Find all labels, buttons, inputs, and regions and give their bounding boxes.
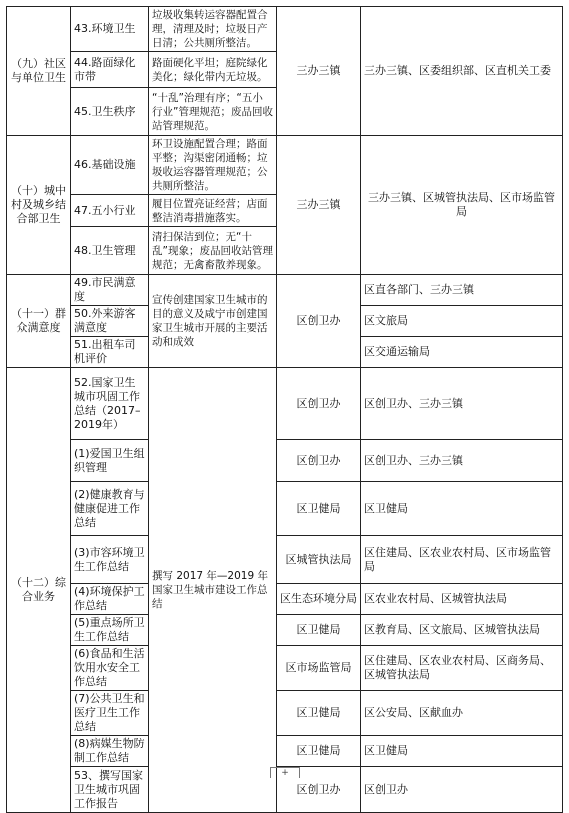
standard-cell: 垃圾收集转运容器配置合理，清理及时；垃圾日产日清；公共厕所整洁。 (149, 7, 277, 52)
table-row (7, 584, 563, 615)
responsible-cell: 区直各部门、三办三镇 (361, 275, 563, 306)
item-cell: 48.卫生管理 (71, 227, 149, 275)
standard-cell: 环卫设施配置合理；路面平整；沟渠密闭通畅；垃圾收运容器管理规范；公共厕所整洁。 (149, 136, 277, 195)
responsible-cell: 区交通运输局 (361, 337, 563, 368)
standard-cell: 宣传创建国家卫生城市的目的意义及咸宁市创建国家卫生城市开展的主要活动和成效 (149, 275, 277, 368)
lead-unit-cell: 区城管执法局 (277, 536, 361, 584)
item-cell: (5)重点场所卫生工作总结 (71, 615, 149, 646)
table-row (7, 440, 563, 482)
item-cell: 45.卫生秩序 (71, 88, 149, 136)
responsible-cell: 区教育局、区文旅局、区城管执法局 (361, 615, 563, 646)
item-cell: 51.出租车司机评价 (71, 337, 149, 368)
responsible-cell: 区公安局、区献血办 (361, 691, 563, 736)
item-cell: (8)病媒生物防制工作总结 (71, 736, 149, 767)
table-row (7, 482, 563, 536)
table-row (7, 615, 563, 646)
item-cell: 52.国家卫生城市巩固工作总结（2017–2019年） (71, 368, 149, 440)
standard-cell: 路面硬化平坦；庭院绿化美化；绿化带内无垃圾。 (149, 52, 277, 88)
lead-unit-cell: 三办三镇 (277, 7, 361, 136)
item-cell: (4)环境保护工作总结 (71, 584, 149, 615)
responsible-cell: 区住建局、区农业农村局、区市场监管局 (361, 536, 563, 584)
responsibility-table (6, 6, 563, 813)
lead-unit-cell: 区卫健局 (277, 482, 361, 536)
responsible-cell: 区创卫办、三办三镇 (361, 440, 563, 482)
item-cell: (1)爱国卫生组织管理 (71, 440, 149, 482)
responsible-cell: 区住建局、区农业农村局、区商务局、区城管执法局 (361, 646, 563, 691)
table-row (7, 7, 563, 52)
category-cell: （十一）群众满意度 (7, 275, 71, 368)
item-cell: (6)食品和生活饮用水安全工作总结 (71, 646, 149, 691)
item-cell: 53、撰写国家卫生城市巩固工作报告 (71, 767, 149, 813)
item-cell: 49.市民满意度 (71, 275, 149, 306)
responsible-cell: 区创卫办、三办三镇 (361, 368, 563, 440)
responsible-cell: 区卫健局 (361, 482, 563, 536)
item-cell: (3)市容环境卫生工作总结 (71, 536, 149, 584)
lead-unit-cell: 区卫健局 (277, 691, 361, 736)
item-cell: 47.五小行业 (71, 195, 149, 227)
standard-cell: “十乱”治理有序；“五小行业”管理规范；废品回收站管理规范。 (149, 88, 277, 136)
item-cell: 44.路面绿化市带 (71, 52, 149, 88)
lead-unit-cell: 三办三镇 (277, 136, 361, 275)
standard-cell: 履目位置亮证经营；店面整洁消毒措施落实。 (149, 195, 277, 227)
table-row (7, 275, 563, 306)
standard-cell: 清扫保洁到位；无“十乱”现象；废品回收站管理规范；无禽畜散养现象。 (149, 227, 277, 275)
responsible-cell: 三办三镇、区委组织部、区直机关工委 (361, 7, 563, 136)
responsible-cell: 区农业农村局、区城管执法局 (361, 584, 563, 615)
table-row (7, 536, 563, 584)
category-cell: （十二）综合业务 (7, 368, 71, 813)
responsible-cell: 区卫健局 (361, 736, 563, 767)
lead-unit-cell: 区创卫办 (277, 368, 361, 440)
responsible-cell: 区文旅局 (361, 306, 563, 337)
lead-unit-cell: 区创卫办 (277, 275, 361, 368)
lead-unit-cell: 区市场监管局 (277, 646, 361, 691)
lead-unit-cell: 区创卫办 (277, 767, 361, 813)
standard-cell: 撰写 2017 年—2019 年国家卫生城市建设工作总结 (149, 368, 277, 813)
item-cell: (2)健康教育与健康促进工作总结 (71, 482, 149, 536)
lead-unit-cell: 区创卫办 (277, 440, 361, 482)
table-row (7, 736, 563, 767)
table-row (7, 646, 563, 691)
table-row (7, 691, 563, 736)
responsible-cell: 区创卫办 (361, 767, 563, 813)
category-cell: （十）城中村及城乡结合部卫生 (7, 136, 71, 275)
lead-unit-cell: 区卫健局 (277, 615, 361, 646)
lead-unit-cell: 区生态环境分局 (277, 584, 361, 615)
item-cell: 46.基础设施 (71, 136, 149, 195)
item-cell: 43.环境卫生 (71, 7, 149, 52)
item-cell: 50.外来游客满意度 (71, 306, 149, 337)
table-move-handle[interactable]: + (270, 767, 300, 778)
item-cell: (7)公共卫生和医疗卫生工作总结 (71, 691, 149, 736)
table-row (7, 136, 563, 195)
lead-unit-cell: 区卫健局 (277, 736, 361, 767)
category-cell: （九）社区与单位卫生 (7, 7, 71, 136)
table-row (7, 368, 563, 440)
responsible-cell: 三办三镇、区城管执法局、区市场监管局 (361, 136, 563, 275)
